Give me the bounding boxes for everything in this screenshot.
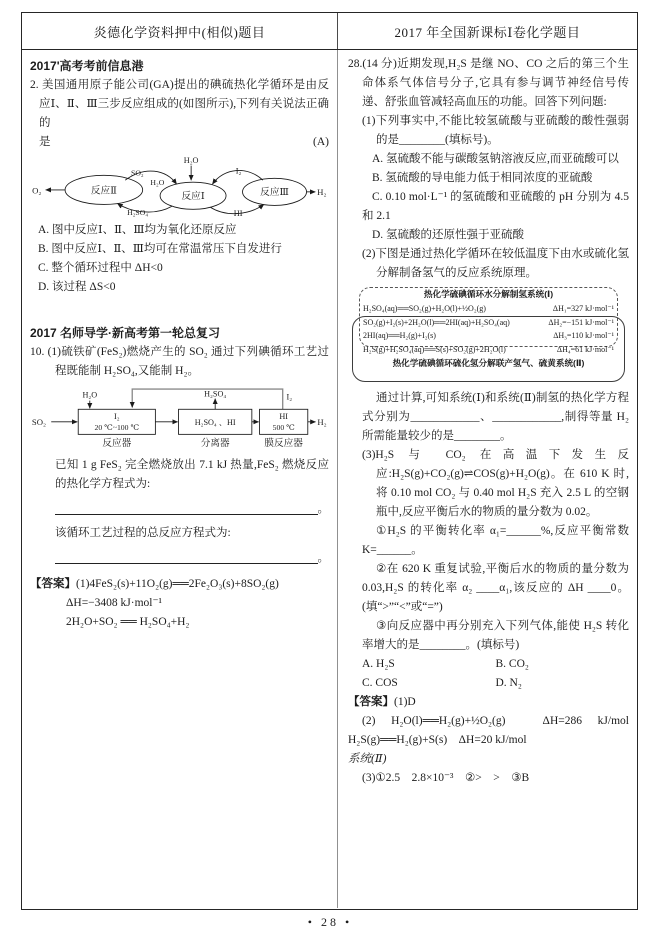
membrane-temperature: 500 ℃ xyxy=(272,423,295,433)
question-2-option-a: A. 图中反应Ⅰ、Ⅱ、Ⅲ均为氧化还原反应 xyxy=(38,224,237,236)
so2-input-label: SO₂ xyxy=(31,417,47,428)
equation-row-1 xyxy=(350,302,627,316)
q28-answer-2: (2) H₂O(l)══H₂(g)+½O₂(g) ΔH=286 kJ/mol H₂S(g)══H₂(g)+S(s) ΔH=20 kJ/mol xyxy=(348,715,641,746)
h2o-input-label: H₂O xyxy=(82,390,98,400)
q28-part-2: (2)下图是通过热化学循环在较低温度下由水或硫化氢分解制备氢气的反应系统原理。 xyxy=(362,248,629,279)
i2-recycle-label: I₂ xyxy=(286,392,293,402)
section-heading-mingshi: 2017 名师导学·新高考第一轮总复习 xyxy=(30,326,221,340)
delta-h-2: ΔH₂=−151 kJ·mol⁻¹ xyxy=(548,317,614,327)
q28-sub-question-2: ②在 620 K 重复试验,平衡后水的物质的量分数为 0.03,H₂S 的转化率 α₂ ____α₁,该反应的 ΔH ____0。(填“>”“<”或“=”) xyxy=(362,563,629,613)
header-left-title: 炎德化学资料押中(相似)题目 xyxy=(22,13,338,49)
blank-rule-2 xyxy=(55,563,318,564)
iodine-sulfur-cycle-diagram xyxy=(30,155,329,219)
h2-output-label: H₂ xyxy=(317,417,327,428)
separator-label: 分离器 xyxy=(200,437,230,449)
q28-part-1: (1)下列事实中,不能比较氢硫酸与亚硫酸的酸性强弱的是________(填标号)。 xyxy=(362,115,629,146)
so2-label: SO₂ xyxy=(131,168,144,178)
left-column xyxy=(22,50,338,908)
header-right-title: 2017 年全国新课标Ⅰ卷化学题目 xyxy=(394,24,581,40)
equation-2: SO₂(g)+I₂(s)+2H₂O(l)══2HI(aq)+H₂SO₄(aq) xyxy=(363,317,510,327)
membrane-content-hi: HI xyxy=(279,411,288,421)
delta-h-4: ΔH₄=61 kJ·mol⁻¹ xyxy=(556,344,614,354)
equation-row-3 xyxy=(350,329,627,343)
section-heading-info-port: 2017'高考考前信息港 xyxy=(30,59,144,73)
blank-rule-1 xyxy=(55,514,318,515)
q28-p3-option-c: C. COS xyxy=(362,677,398,689)
reaction-2-label: 反应Ⅱ xyxy=(90,185,117,197)
system1-title: 热化学硫碘循环水分解制氢系统(Ⅰ) xyxy=(423,289,554,299)
separator-content: H₂SO₄ 、HI xyxy=(194,418,236,428)
o2-label: O₂ xyxy=(32,185,42,196)
table-header-row xyxy=(22,13,637,50)
q10-answer-equation-2: 2H₂O+SO₂ ══ H₂SO₄+H₂ xyxy=(66,616,190,628)
answer-blank-line-2 xyxy=(55,549,329,567)
q10-answer-label: 【答案】 xyxy=(30,578,76,590)
question-10-known-text: 已知 1 g FeS₂ 完全燃烧放出 7.1 kJ 热量,FeS₂ 燃烧反应的热化学方程式为: xyxy=(55,459,329,490)
q28-p1-option-d: D. 氢硫酸的还原性强于亚硫酸 xyxy=(372,229,525,241)
system2-title: 热化学硫碘循环硫化氢分解联产氢气、硫黄系统(Ⅱ) xyxy=(392,358,585,368)
question-2-stem-end: 是 xyxy=(39,136,51,148)
q28-p3-option-row-2 xyxy=(348,674,629,693)
q28-answer-1: (1)D xyxy=(394,696,416,708)
question-2-text: 2. 美国通用原子能公司(GA)提出的碘硫热化学循环是由反应Ⅰ、Ⅱ、Ⅲ三步反应组成的(如图所示),下列有关说法正确的 xyxy=(30,79,329,129)
blank-period-1: 。 xyxy=(317,503,329,515)
two-column-body xyxy=(22,50,641,908)
footer-page-number: • 28 • xyxy=(307,915,353,929)
q10-answer-delta-h: ΔH=−3408 kJ·mol⁻¹ xyxy=(66,597,163,609)
q28-answer-line-1 xyxy=(348,693,629,712)
q28-answer-label: 【答案】 xyxy=(348,696,394,708)
page-frame xyxy=(21,12,641,910)
equation-row-4 xyxy=(350,343,627,357)
delta-h-3: ΔH₃=110 kJ·mol⁻¹ xyxy=(553,331,614,340)
reactor-label: 反应器 xyxy=(102,437,132,449)
question-2-option-c: C. 整个循环过程中 ΔH<0 xyxy=(38,262,163,274)
question-28-text: 28.(14 分)近期发现,H₂S 是继 NO、CO 之后的第三个生命体系气体信号分子,它具有参与调节神经信号传递、舒张血管减轻高血压的功能。回答下列问题: xyxy=(348,58,629,108)
q28-p3-option-d: D. N₂ xyxy=(495,677,522,689)
i2-label: I₂ xyxy=(235,166,242,176)
q10-answer-line-1 xyxy=(30,575,329,594)
q28-p3-option-b: B. CO₂ xyxy=(495,658,529,670)
reaction-3-label: 反应Ⅲ xyxy=(260,187,289,199)
h2so4-label: H₂SO₄ xyxy=(127,208,149,218)
question-2-last-line xyxy=(30,133,329,152)
q28-p3-option-a: A. H₂S xyxy=(362,658,395,670)
reactor-temperature: 20 ℃~100 ℃ xyxy=(94,423,140,433)
membrane-reactor-label: 膜反应器 xyxy=(264,437,303,449)
question-10-text: 10. (1)硫铁矿(FeS₂)燃烧产生的 SO₂ 通过下列碘循环工艺过程既能制 H₂SO₄,又能制 H₂。 xyxy=(30,346,329,377)
blank-period-2: 。 xyxy=(317,552,329,564)
question-2-option-d: D. 该过程 ΔS<0 xyxy=(38,281,116,293)
right-column xyxy=(338,50,641,908)
q28-p1-option-c: C. 0.10 mol·L⁻¹ 的氢硫酸和亚硫酸的 pH 分别为 4.5 和 2.1 xyxy=(362,191,629,222)
q10-answer-equation-1: (1)4FeS₂(s)+11O₂(g)══2Fe₂O₃(s)+8SO₂(g) xyxy=(76,578,279,590)
equation-4: H₂S(g)+H₂SO₄(aq)══S(s)+SO₂(g)+2H₂O(l) xyxy=(363,344,506,354)
equation-3: 2HI(aq)══H₂(g)+I₂(s) xyxy=(363,331,436,340)
h2o-curve-label: H₂O xyxy=(150,178,165,188)
h2so4-output-label: H₂SO₄ xyxy=(204,389,227,399)
q28-p1-option-a: A. 氢硫酸不能与碳酸氢钠溶液反应,而亚硫酸可以 xyxy=(372,153,619,165)
question-10-total-prompt: 该循环工艺过程的总反应方程式为: xyxy=(55,527,231,539)
q28-part-2-continuation: 通过计算,可知系统(Ⅰ)和系统(Ⅱ)制氢的热化学方程式分别为____________、____________,制得等量 H₂ 所需能量较少的是________。 xyxy=(362,392,629,442)
reaction-1-label: 反应Ⅰ xyxy=(181,191,205,203)
equation-row-2 xyxy=(350,316,627,330)
answer-blank-line-1 xyxy=(55,500,329,518)
h2o-top-label: H₂O xyxy=(183,155,199,165)
q28-p1-option-b: B. 氢硫酸的导电能力低于相同浓度的亚硫酸 xyxy=(372,172,593,184)
q28-sub-question-1: ①H₂S 的平衡转化率 α₁=______%,反应平衡常数 K=______。 xyxy=(362,525,629,556)
q28-part-3: (3)H₂S 与 CO₂ 在高温下发生反应:H₂S(g)+CO₂(g)⇌COS(g)+H₂O(g)。在 610 K 时,将 0.10 mol CO₂ 与 0.40 mol H₂S 充入 2.5 L 的空钢瓶中,反应平衡后水的物质的量分数为 0.02。 xyxy=(362,449,629,518)
q28-answer-2-system: 系统(Ⅱ) xyxy=(348,753,387,765)
question-2-answer-mark: (A) xyxy=(313,136,329,148)
q28-p3-option-row-1 xyxy=(348,655,629,674)
delta-h-1: ΔH₁=327 kJ·mol⁻¹ xyxy=(552,304,614,313)
equation-1: H₂SO₄(aq)══SO₂(g)+H₂O(l)+½O₂(g) xyxy=(363,304,486,313)
q28-sub-question-3: ③向反应器中再分别充入下列气体,能使 H₂S 转化率增大的是________。(填标号) xyxy=(362,620,629,651)
hi-label: HI xyxy=(233,209,243,219)
h2-label: H₂ xyxy=(317,187,327,198)
question-2-option-b: B. 图中反应Ⅰ、Ⅱ、Ⅲ均可在常温常压下自发进行 xyxy=(38,243,282,255)
thermochemical-system-box xyxy=(350,287,627,384)
q28-answer-3: (3)①2.5 2.8×10⁻³ ②> > ③B xyxy=(362,772,530,784)
reactor-content-i2: I₂ xyxy=(114,411,120,421)
iodine-cycle-flow-diagram xyxy=(30,384,329,450)
